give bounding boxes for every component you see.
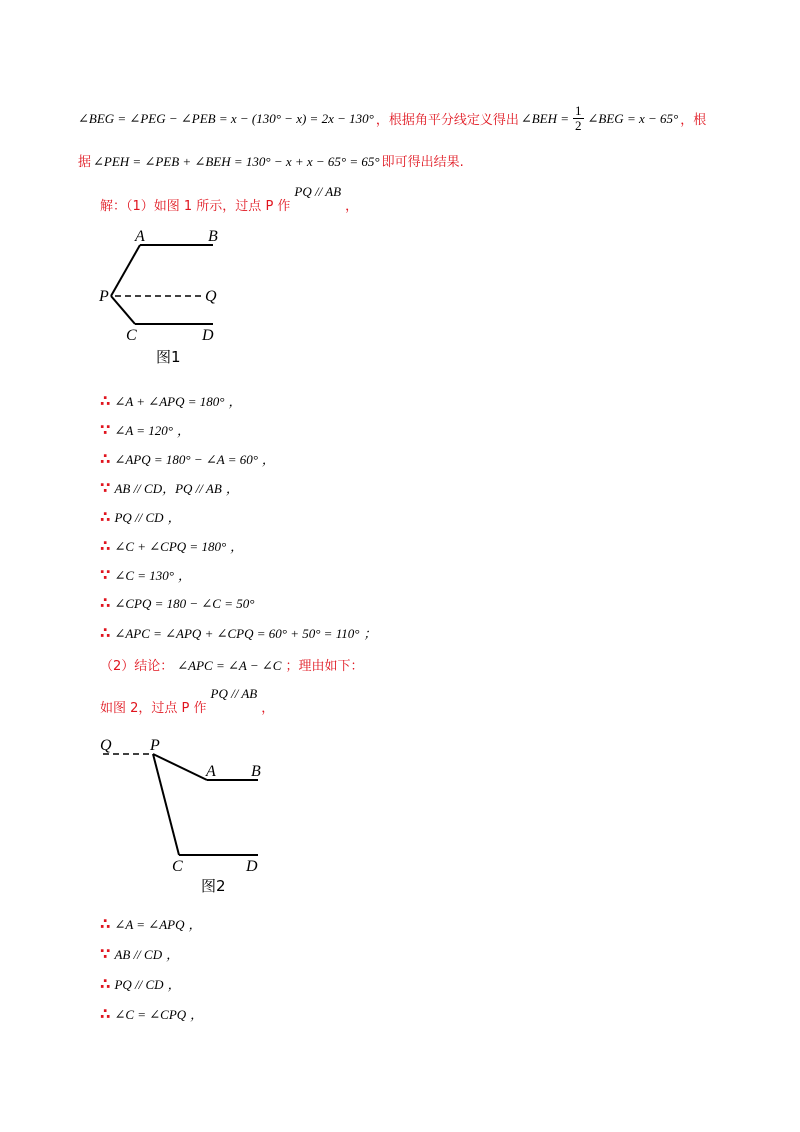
step-tail: ， bbox=[177, 423, 191, 438]
intro-text-2-tail: 即可得出结果. bbox=[381, 155, 464, 170]
step-tail: ， bbox=[177, 568, 191, 583]
part1-step-9 bbox=[100, 623, 376, 642]
part1-heading-math: PQ // AB bbox=[294, 184, 342, 199]
label-A: A bbox=[135, 228, 145, 245]
label-B: B bbox=[208, 228, 218, 245]
label-C: C bbox=[172, 858, 183, 875]
part1-step-5 bbox=[100, 507, 181, 526]
part1-heading-text: 解：（1）如图 1 所示，过点 P 作 bbox=[100, 199, 291, 214]
step-tail: ； bbox=[363, 626, 377, 641]
intro-equation-1: ∠BEG = ∠PEG − ∠PEB = x − (130° − x) = 2x − 130° bbox=[78, 110, 374, 126]
because-symbol: ∵ bbox=[100, 479, 111, 497]
fraction-numerator: 1 bbox=[575, 103, 582, 118]
step-math: ∠C = ∠CPQ bbox=[114, 1007, 187, 1022]
part1-step-1 bbox=[100, 391, 241, 410]
fraction-denominator: 2 bbox=[575, 118, 582, 133]
therefore-symbol: ∴ bbox=[100, 392, 111, 410]
part1-heading-tail: ， bbox=[345, 199, 359, 214]
intro-equation-2-suffix: ∠BEG = x − 65° bbox=[587, 110, 679, 126]
figure-2 bbox=[95, 730, 275, 900]
therefore-symbol: ∴ bbox=[100, 624, 111, 642]
figure-1 bbox=[95, 225, 235, 370]
segment-PC bbox=[153, 754, 179, 855]
part1-step-4 bbox=[100, 478, 239, 497]
step-math: ∠APC = ∠APQ + ∠CPQ = 60° + 50° = 110° bbox=[114, 626, 360, 641]
intro-line-1 bbox=[78, 104, 706, 133]
step-math: ∠APQ = 180° − ∠A = 60° bbox=[114, 452, 258, 467]
label-A: A bbox=[206, 763, 216, 780]
label-P: P bbox=[99, 288, 109, 305]
label-B: B bbox=[251, 763, 261, 780]
part2-step-1 bbox=[100, 914, 202, 933]
step-tail: ， bbox=[230, 539, 244, 554]
part2-step-4 bbox=[100, 1004, 203, 1023]
segment-AP bbox=[111, 245, 140, 296]
therefore-symbol: ∴ bbox=[100, 915, 111, 933]
part2-heading bbox=[100, 686, 275, 716]
part1-heading bbox=[100, 184, 359, 214]
step-math: ∠A + ∠APQ = 180° bbox=[114, 394, 225, 409]
part1-step-6 bbox=[100, 536, 243, 555]
part1-step-2 bbox=[100, 420, 190, 439]
segment-PA bbox=[153, 754, 207, 780]
step-tail: ， bbox=[228, 394, 242, 409]
therefore-symbol: ∴ bbox=[100, 450, 111, 468]
step-math: AB // CD bbox=[114, 947, 163, 962]
therefore-symbol: ∴ bbox=[100, 508, 111, 526]
step-math: ∠CPQ = 180 − ∠C = 50° bbox=[114, 596, 255, 611]
intro-text-1-tail: ，根 bbox=[680, 113, 707, 128]
label-D: D bbox=[246, 858, 258, 875]
step-math: ∠A = ∠APQ bbox=[114, 917, 185, 932]
part1-step-3 bbox=[100, 449, 275, 468]
step-math: ∠C = 130° bbox=[114, 568, 174, 583]
step-tail: ， bbox=[188, 917, 202, 932]
because-symbol: ∵ bbox=[100, 421, 111, 439]
label-Q: Q bbox=[205, 288, 217, 305]
label-D: D bbox=[202, 327, 214, 344]
part2-conclusion bbox=[100, 655, 363, 674]
step-tail: ， bbox=[167, 977, 181, 992]
step-math: ∠C + ∠CPQ = 180° bbox=[114, 539, 227, 554]
step-tail: ， bbox=[225, 481, 239, 496]
part1-step-8 bbox=[100, 594, 258, 612]
step-tail: ， bbox=[261, 452, 275, 467]
intro-text-2-head: 据 bbox=[78, 155, 92, 170]
part2-conclusion-tail: ；理由如下： bbox=[285, 659, 364, 674]
segment-PC bbox=[111, 296, 135, 324]
part1-step-7 bbox=[100, 565, 191, 584]
therefore-symbol: ∴ bbox=[100, 1005, 111, 1023]
part2-conclusion-label: （2）结论： bbox=[100, 659, 174, 674]
step-tail: ， bbox=[167, 510, 181, 525]
label-P: P bbox=[150, 737, 160, 754]
step-math: PQ // CD bbox=[114, 510, 164, 525]
therefore-symbol: ∴ bbox=[100, 594, 111, 612]
therefore-symbol: ∴ bbox=[100, 537, 111, 555]
intro-line-2 bbox=[78, 151, 464, 170]
step-math: AB // CD，PQ // AB bbox=[114, 481, 222, 496]
figure-2-caption: 图2 bbox=[201, 877, 226, 895]
because-symbol: ∵ bbox=[100, 566, 111, 584]
step-tail: ， bbox=[166, 947, 180, 962]
step-tail: ， bbox=[190, 1007, 204, 1022]
intro-equation-3: ∠PEH = ∠PEB + ∠BEH = 130° − x + x − 65° = 65° bbox=[93, 154, 380, 169]
step-math: PQ // CD bbox=[114, 977, 164, 992]
part2-heading-text: 如图 2，过点 P 作 bbox=[100, 701, 207, 716]
label-Q: Q bbox=[100, 737, 112, 754]
part2-conclusion-math: ∠APC = ∠A − ∠C bbox=[177, 658, 282, 673]
intro-text-1: ，根据角平分线定义得出 bbox=[375, 113, 519, 128]
fraction-one-half bbox=[573, 104, 584, 133]
because-symbol: ∵ bbox=[100, 945, 111, 963]
part2-heading-tail: ， bbox=[261, 701, 275, 716]
part2-heading-math: PQ // AB bbox=[210, 686, 258, 701]
figure-1-caption: 图1 bbox=[156, 348, 181, 366]
step-math: ∠A = 120° bbox=[114, 423, 174, 438]
intro-equation-2-prefix: ∠BEH = bbox=[520, 110, 570, 126]
part2-step-2 bbox=[100, 944, 179, 963]
therefore-symbol: ∴ bbox=[100, 975, 111, 993]
part2-step-3 bbox=[100, 974, 181, 993]
label-C: C bbox=[126, 327, 137, 344]
